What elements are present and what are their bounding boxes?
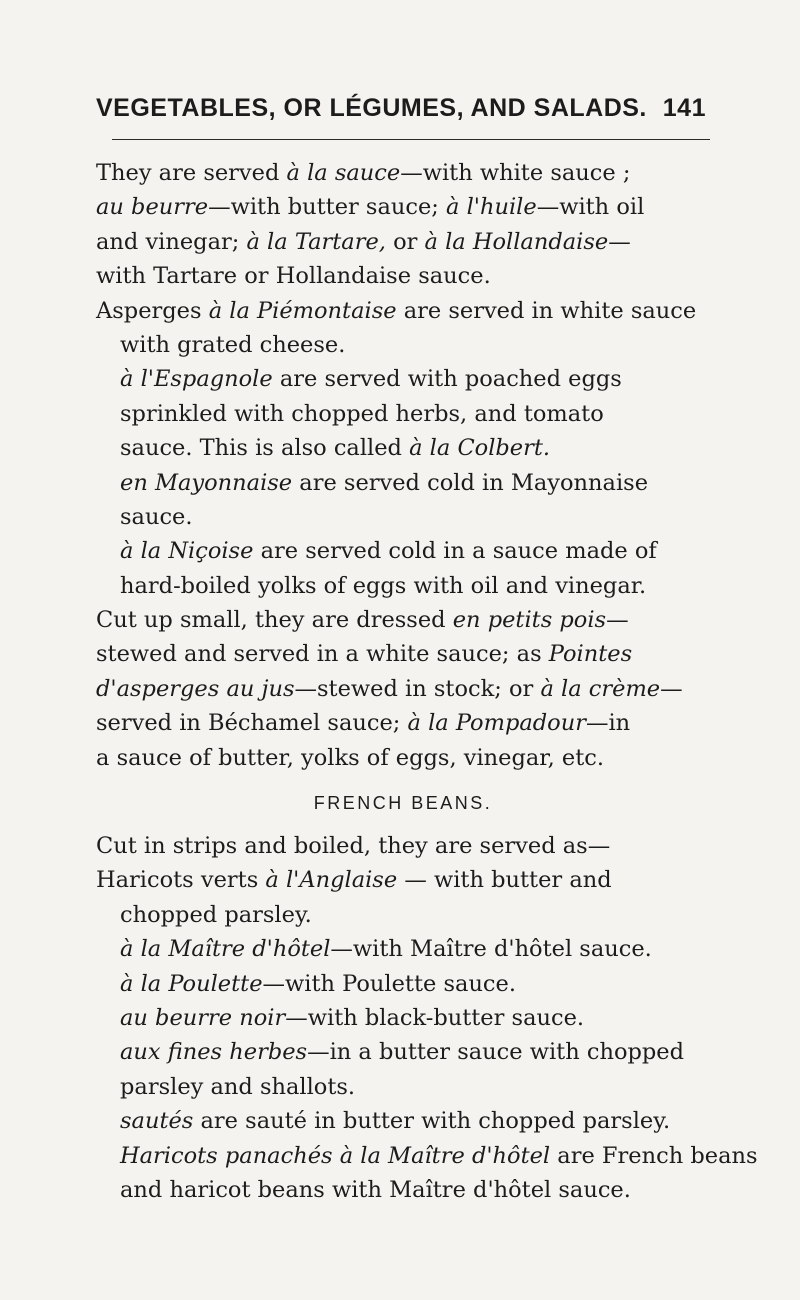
text-line [96, 603, 710, 637]
text-run: —stewed in stock; or [294, 675, 541, 702]
text-run: Asperges [96, 297, 209, 324]
page-number: 141 [662, 94, 706, 122]
italic-run: à la Poulette [120, 970, 263, 997]
text-line [96, 190, 710, 224]
section-heading: FRENCH BEANS. [313, 793, 493, 814]
italic-run: au beurre noir [120, 1004, 286, 1031]
text-line [96, 569, 710, 603]
italic-run: à la Tartare, [246, 228, 386, 255]
text-line [96, 397, 710, 431]
italic-run: à l'huile [446, 194, 537, 221]
text-run: — with butter and [397, 867, 612, 894]
text-line [96, 829, 710, 863]
running-head-title: VEGETABLES, OR LÉGUMES, AND SALADS. [96, 94, 647, 122]
text-line [96, 1070, 710, 1104]
text-run: are French beans [550, 1142, 758, 1169]
italic-run: à l'Anglaise [265, 867, 398, 894]
italic-run: aux fines herbes [120, 1039, 308, 1066]
italic-run: en Mayonnaise [120, 469, 293, 496]
text-run: Cut up small, they are dressed [96, 607, 453, 634]
text-run: —with white sauce ; [400, 160, 631, 186]
text-line [96, 294, 710, 328]
text-line [96, 431, 710, 465]
text-run: —with butter sauce; [208, 194, 447, 221]
text-run: They are served [96, 160, 287, 186]
italic-run: en petits pois [452, 607, 607, 634]
text-run: sauce. This is also called [120, 435, 410, 462]
text-line [96, 967, 710, 1001]
text-line [96, 741, 710, 775]
running-head [96, 90, 706, 134]
italic-run: Haricots panachés à la Maître d'hôtel [120, 1142, 551, 1169]
text-run: served in Béchamel sauce; [96, 710, 408, 737]
text-run: and haricot beans with Maître d'hôtel sauce. [120, 1176, 631, 1203]
text-line [96, 863, 710, 897]
text-run: — [606, 607, 629, 634]
text-line [96, 1173, 710, 1207]
text-run: sauce. [120, 503, 193, 530]
text-run: —in a butter sauce with chopped [307, 1039, 685, 1066]
italic-run: à la Niçoise [120, 538, 254, 565]
italic-run: à la Maître d'hôtel [120, 936, 331, 963]
text-run: are served cold in Mayonnaise [292, 469, 649, 496]
text-run: — [660, 675, 683, 702]
text-run: — [608, 228, 631, 255]
italic-run: à la Colbert. [409, 435, 551, 462]
text-line [96, 328, 710, 362]
text-run: Cut in strips and boiled, they are served as— [96, 833, 611, 860]
text-line [96, 1001, 710, 1035]
italic-run: à la Hollandaise [424, 228, 609, 255]
text-run: —with Maître d'hôtel sauce. [330, 936, 652, 963]
text-line [96, 706, 710, 740]
text-line [96, 898, 710, 932]
text-line [96, 932, 710, 966]
italic-run: à la Piémontaise [208, 297, 397, 324]
text-run: are sauté in butter with chopped parsley. [193, 1108, 671, 1135]
text-line [96, 1104, 710, 1138]
text-line [96, 362, 710, 396]
text-run: are served with poached eggs [272, 366, 622, 393]
text-line [96, 156, 710, 190]
italic-run: à l'Espagnole [120, 366, 273, 393]
text-run: with grated cheese. [120, 331, 346, 358]
body-text [96, 156, 758, 1207]
text-run: —with oil [536, 194, 645, 221]
text-run: sprinkled with chopped herbs, and tomato [120, 400, 604, 427]
text-run: are served cold in a sauce made of [253, 538, 657, 565]
text-run: parsley and shallots. [120, 1073, 356, 1100]
italic-run: à la Pompadour [407, 710, 586, 737]
text-run: stewed and served in a white sauce; as [96, 641, 549, 668]
text-line [96, 259, 710, 293]
italic-run: à la crème [540, 675, 661, 702]
text-run: a sauce of butter, yolks of eggs, vinegar, etc. [96, 744, 605, 771]
italic-run: d'asperges au jus [96, 675, 295, 702]
italic-run: au beurre [96, 194, 209, 221]
text-run: and vinegar; [96, 228, 247, 255]
text-line [96, 500, 710, 534]
text-run: —in [585, 710, 631, 737]
text-run: —with black-butter sauce. [285, 1004, 585, 1031]
text-run: chopped parsley. [120, 901, 312, 928]
italic-run: à la sauce [286, 160, 401, 186]
text-line [96, 1139, 758, 1173]
text-line [96, 225, 710, 259]
text-run: hard-boiled yolks of eggs with oil and vinegar. [120, 572, 647, 599]
text-line [96, 534, 710, 568]
italic-run: Pointes [548, 641, 633, 668]
text-line [96, 672, 710, 706]
text-run: or [385, 228, 425, 255]
text-line [96, 637, 710, 671]
header-rule [112, 139, 710, 140]
text-run: Haricots verts [96, 867, 266, 894]
italic-run: sautés [120, 1108, 194, 1135]
text-line [96, 1035, 710, 1069]
text-run: are served in white sauce [396, 297, 697, 324]
text-line [96, 466, 710, 500]
text-run: with Tartare or Hollandaise sauce. [96, 263, 491, 290]
text-run: —with Poulette sauce. [262, 970, 517, 997]
